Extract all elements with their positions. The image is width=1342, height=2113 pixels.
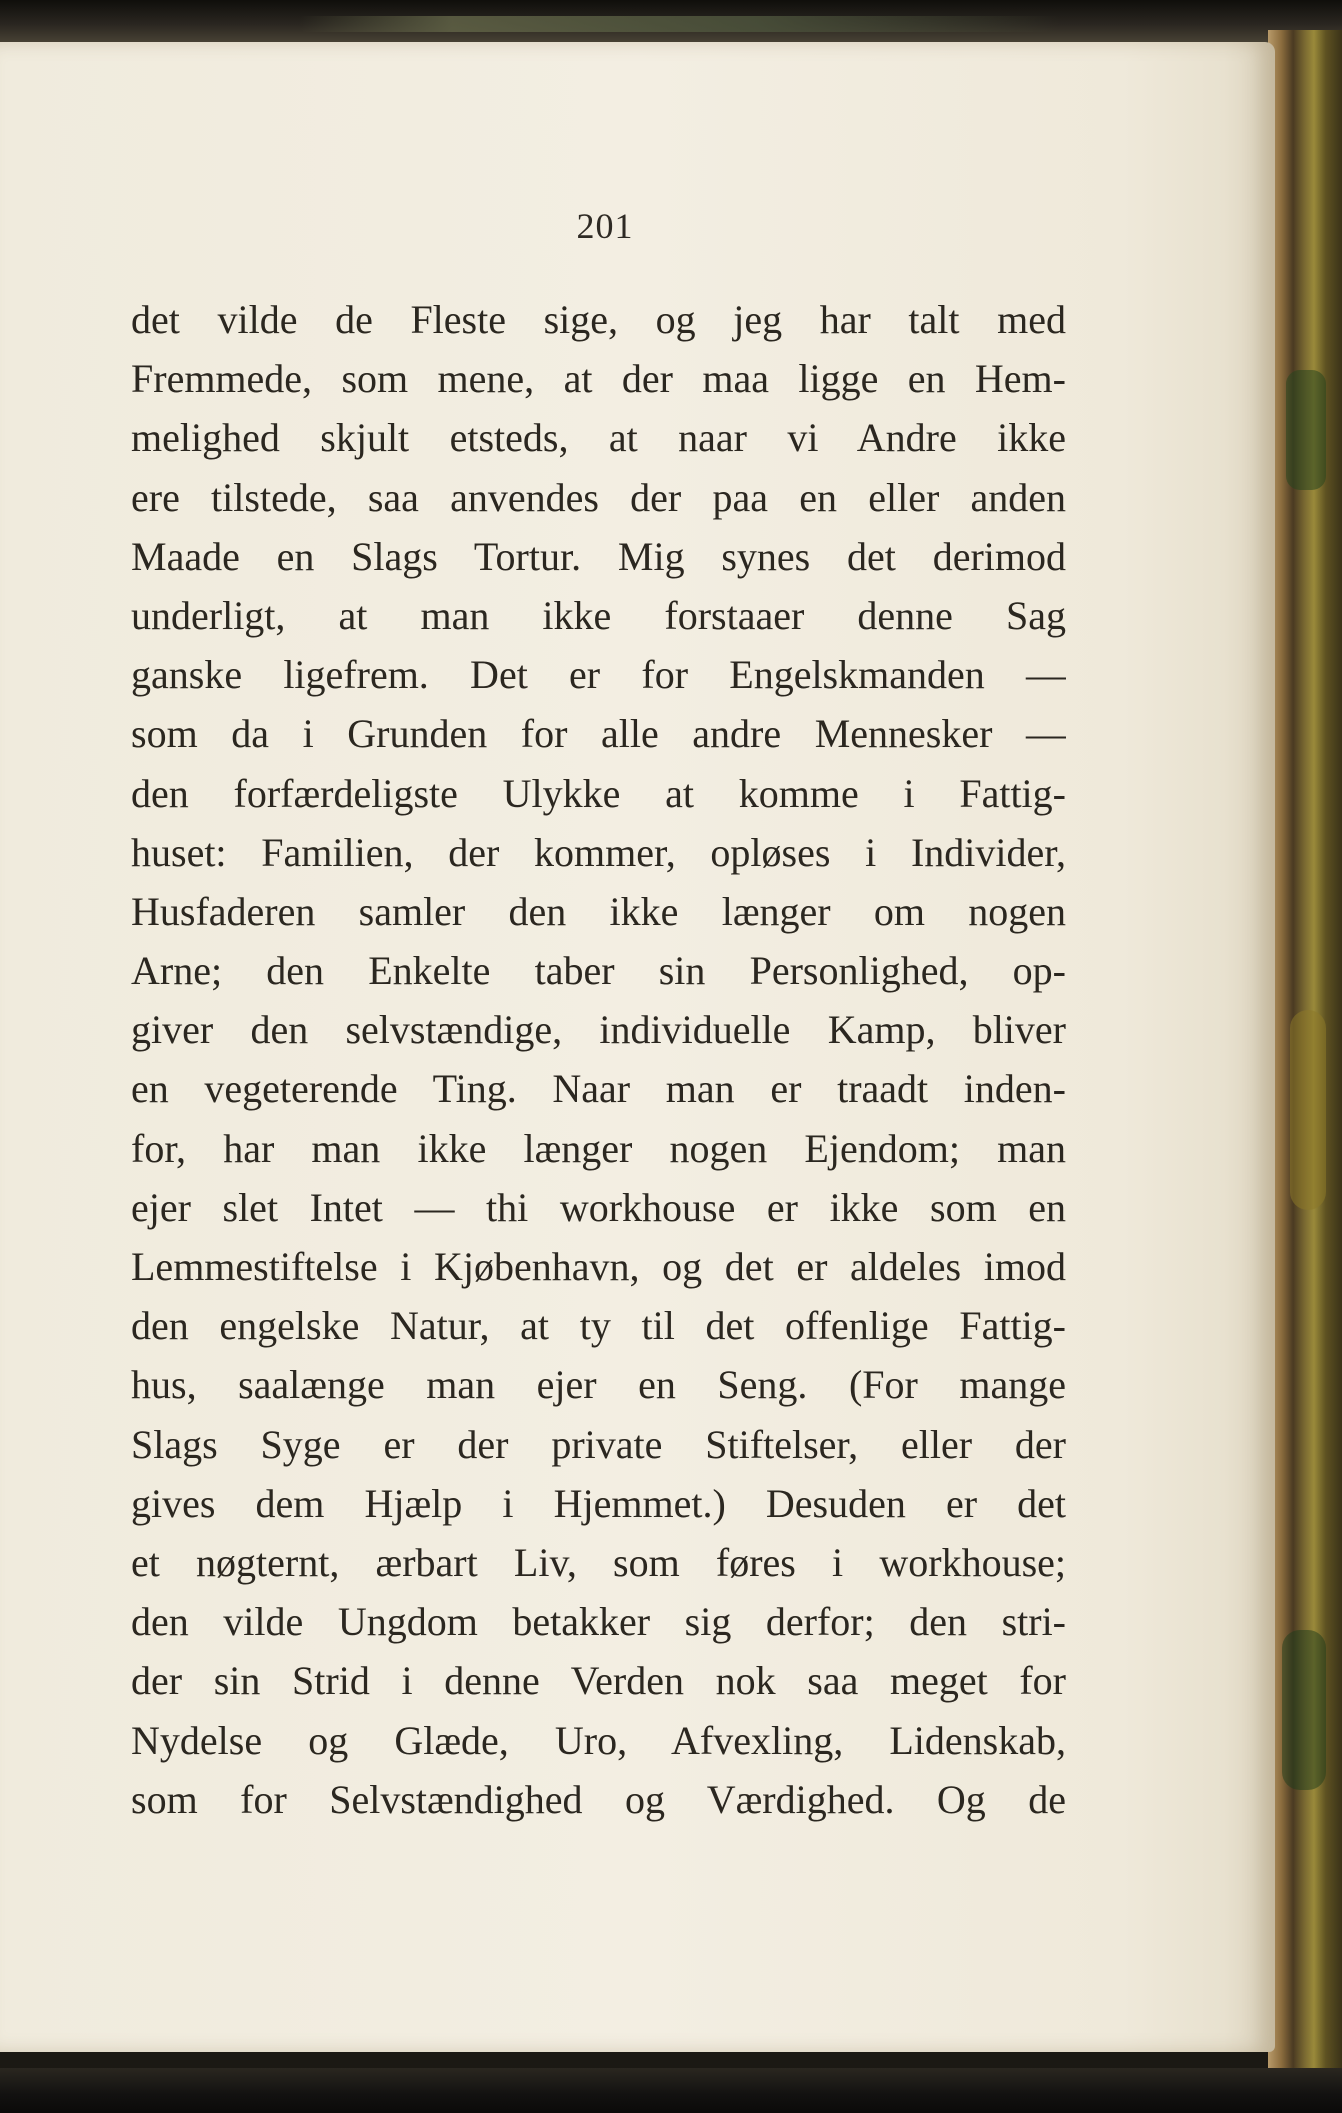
marbled-edge-mark (1290, 1010, 1326, 1210)
text-line: for, har man ikke længer nogen Ejendom; man (131, 1125, 1066, 1171)
page-number: 201 (576, 206, 634, 246)
text-line: Husfaderen samler den ikke længer om nogen (131, 888, 1066, 934)
marbled-edge-mark (1286, 370, 1326, 490)
text-line: Slags Syge er der private Stiftelser, eller der (131, 1421, 1066, 1467)
marbled-edge-mark (1282, 1630, 1326, 1790)
text-line: huset: Familien, der kommer, opløses i Individer, (131, 829, 1066, 875)
text-line: Nydelse og Glæde, Uro, Afvexling, Lidenskab, (131, 1717, 1066, 1763)
text-line: som da i Grunden for alle andre Mennesker — (131, 711, 1066, 757)
text-line: den forfærdeligste Ulykke at komme i Fattig- (131, 770, 1066, 816)
book-bottom-edge (0, 2068, 1342, 2113)
text-line: Maade en Slags Tortur. Mig synes det derimod (131, 533, 1066, 579)
text-line: et nøgternt, ærbart Liv, som føres i workhouse; (131, 1539, 1066, 1585)
text-line: Lemmestiftelse i Kjøbenhavn, og det er aldeles imod (131, 1244, 1066, 1289)
text-line: gives dem Hjælp i Hjemmet.) Desuden er det (131, 1480, 1066, 1526)
text-line: en vegeterende Ting. Naar man er traadt inden- (131, 1066, 1066, 1112)
text-line: der sin Strid i denne Verden nok saa meget for (131, 1658, 1066, 1704)
book-spine-edge (1268, 30, 1342, 2070)
top-edge-binding-stripe (300, 16, 1060, 32)
page-text (131, 290, 1066, 1829)
text-line: hus, saalænge man ejer en Seng. (For mange (131, 1362, 1066, 1408)
text-line: ejer slet Intet — thi workhouse er ikke som en (131, 1184, 1066, 1230)
text-line: giver den selvstændige, individuelle Kamp, bliver (131, 1007, 1066, 1053)
text-line: ere tilstede, saa anvendes der paa en eller anden (131, 474, 1066, 520)
text-line: Arne; den Enkelte taber sin Personlighed, op- (131, 948, 1066, 994)
text-line: det vilde de Fleste sige, og jeg har talt med (131, 297, 1066, 342)
text-line: melighed skjult etsteds, at naar vi Andre ikke (131, 415, 1066, 461)
text-line: Fremmede, som mene, at der maa ligge en Hem- (131, 356, 1066, 402)
text-line: den engelske Natur, at ty til det offenlige Fattig- (131, 1303, 1066, 1349)
text-line: ganske ligefrem. Det er for Engelskmanden — (131, 652, 1066, 698)
book-top-edge (0, 0, 1342, 44)
text-line: den vilde Ungdom betakker sig derfor; den stri- (131, 1599, 1066, 1645)
text-line: underligt, at man ikke forstaaer denne Sag (131, 592, 1066, 638)
text-line: som for Selvstændighed og Værdighed. Og de (131, 1776, 1066, 1822)
